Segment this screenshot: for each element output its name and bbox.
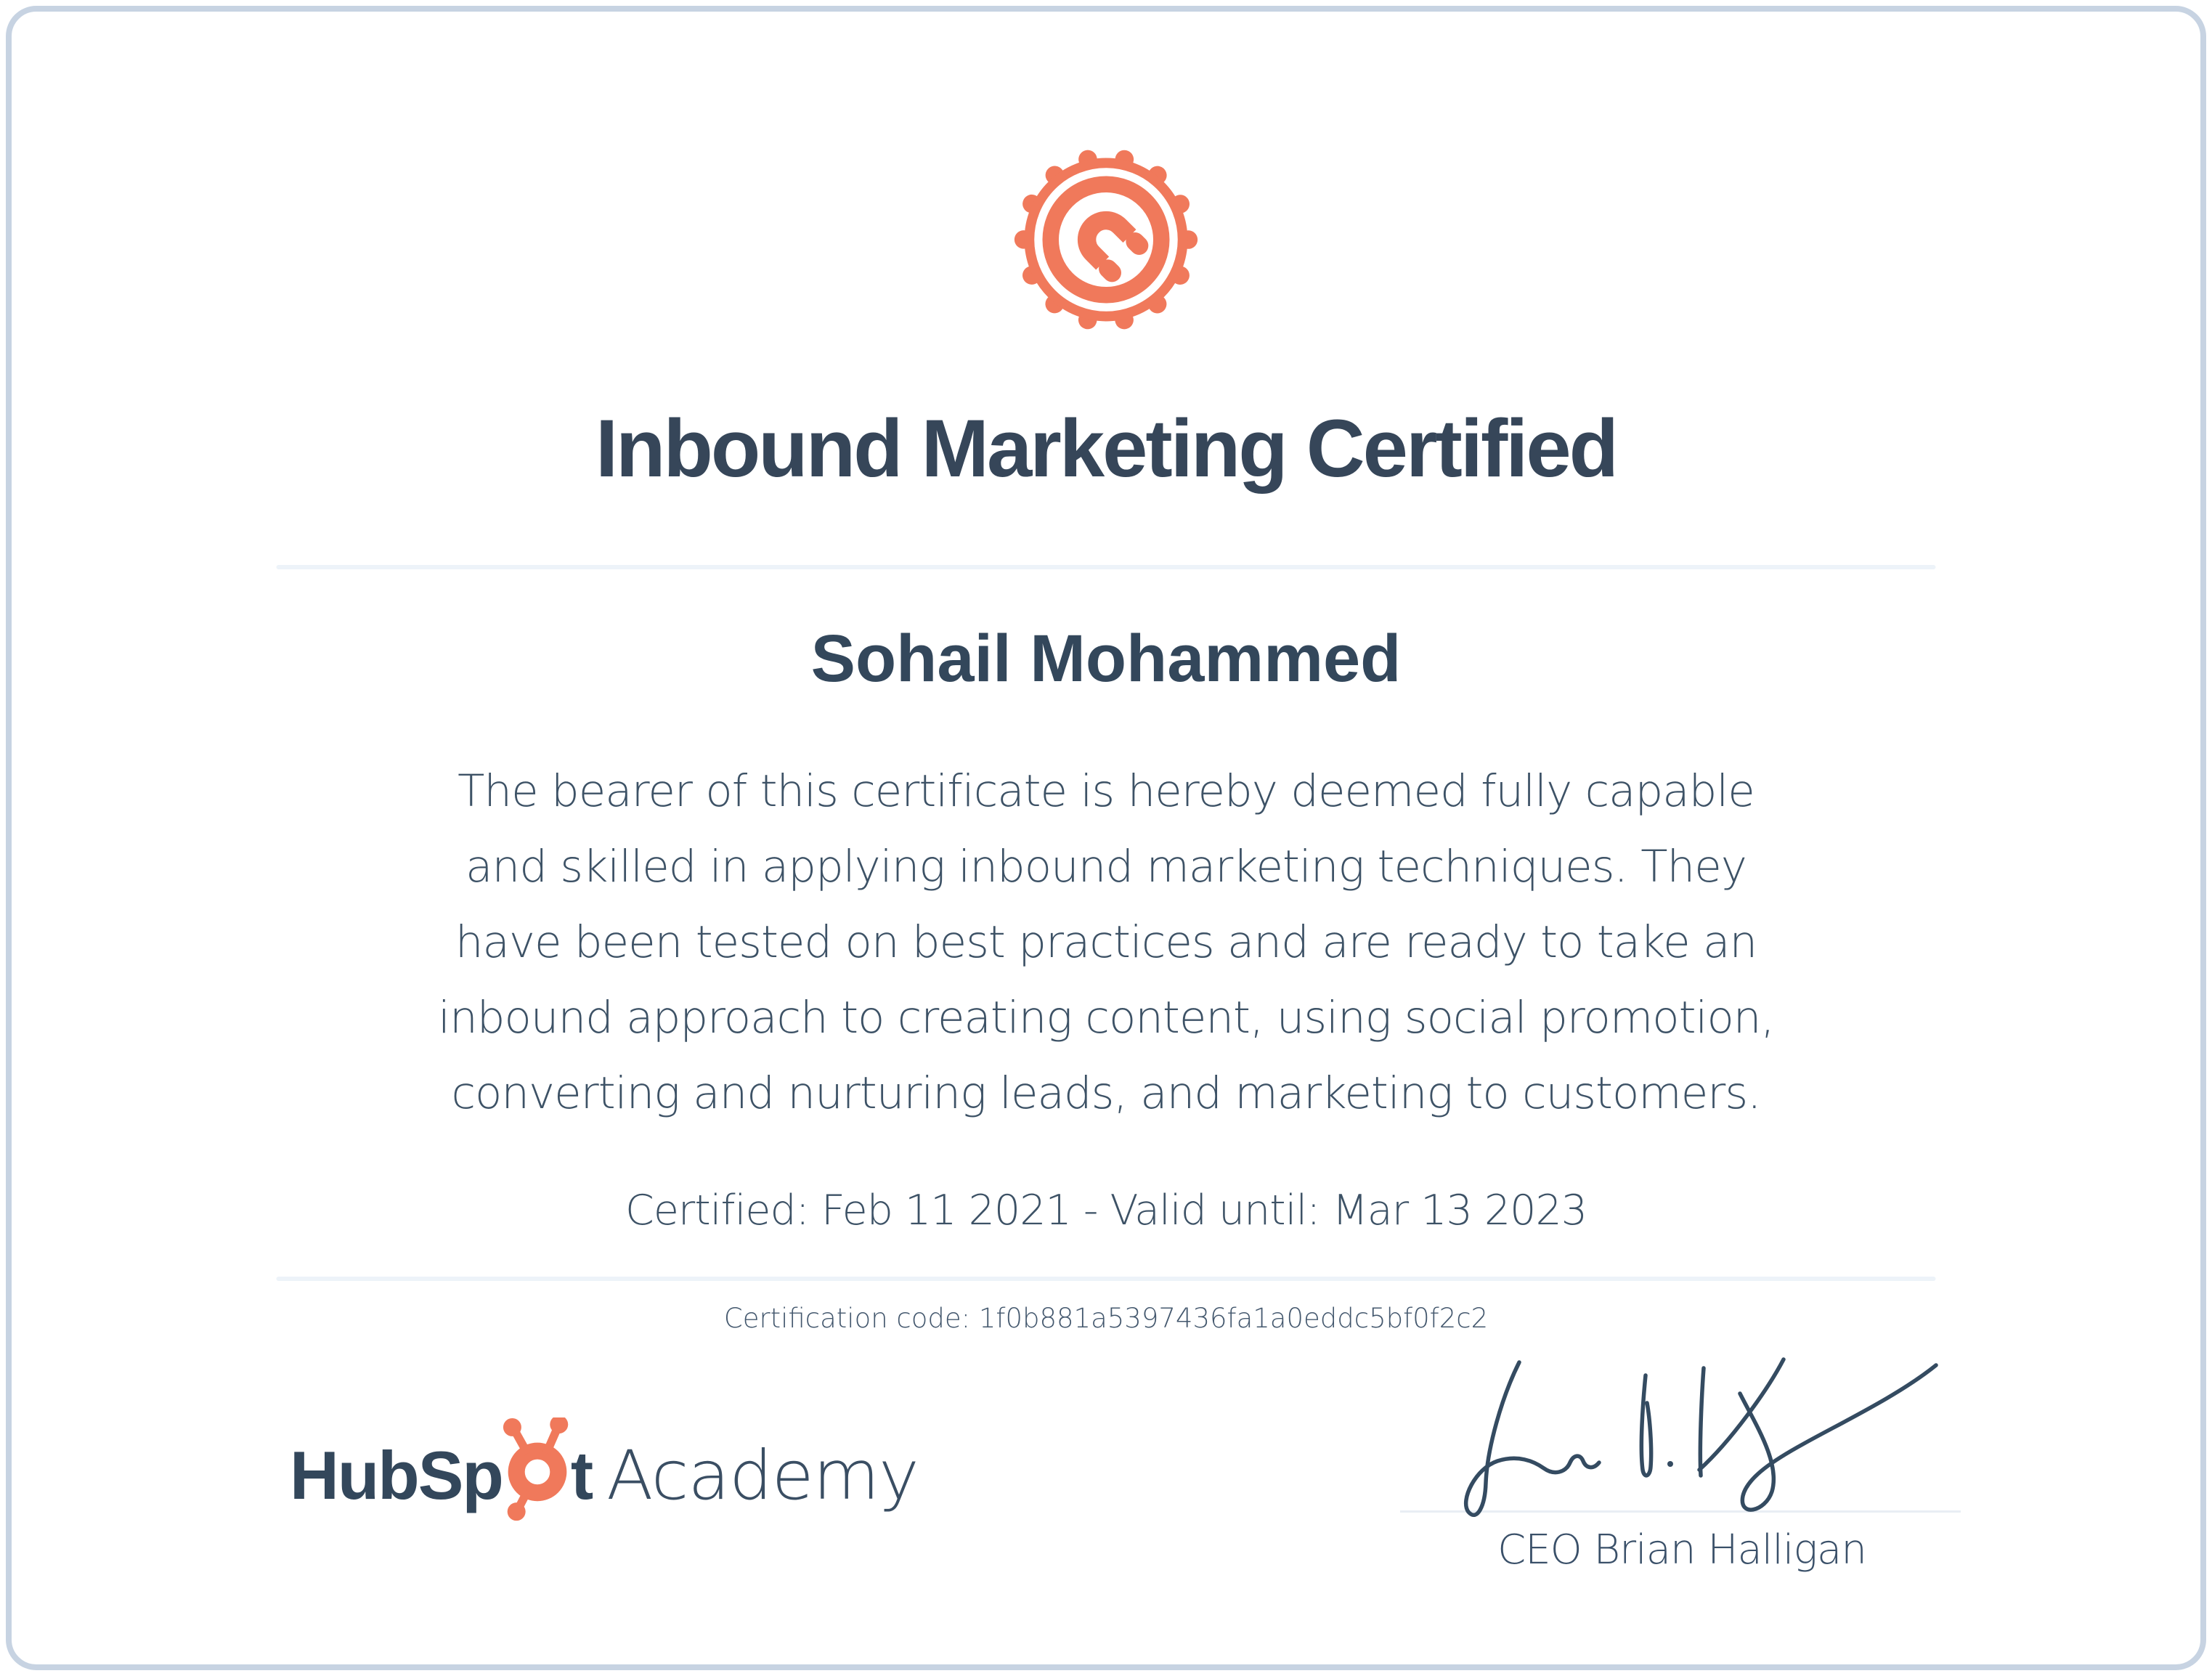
hubspot-sprocket-icon [500,1417,575,1524]
divider [277,1277,1936,1281]
magnet-icon [1079,213,1139,273]
description-line: and skilled in applying inbound marketing techniques. They [465,841,1747,892]
certificate-description [12,754,2200,1131]
description-line: have been tested on best practices and are ready to take an [455,916,1757,968]
certification-code: Certification code: 1f0b881a5397436fa1a0eddc5bf0f2c2 [723,1303,1489,1334]
ceo-signature-scribble [1455,1354,1951,1518]
signer-name: CEO Brian Halligan [1497,1526,1866,1574]
validity-dates: Certified: Feb 11 2021 - Valid until: Mar 13 2023 [625,1187,1587,1234]
hubspot-academy-logo [290,1417,919,1524]
magnet-seal-icon [1010,144,1202,335]
recipient-name: Sohail Mohammed [810,622,1402,696]
description-line: inbound approach to creating content, using social promotion, [438,992,1774,1044]
description-line: The bearer of this certificate is hereby deemed fully capable [458,765,1754,817]
divider [277,565,1936,569]
logo-text-t: t [570,1437,593,1513]
logo-text-hubsp: HubSp [290,1437,503,1513]
certificate-card [6,6,2206,1670]
logo-text-academy: Academy [606,1436,919,1516]
description-line: converting and nurturing leads, and marketing to customers. [451,1067,1761,1119]
certificate-title: Inbound Marketing Certified [595,403,1617,494]
